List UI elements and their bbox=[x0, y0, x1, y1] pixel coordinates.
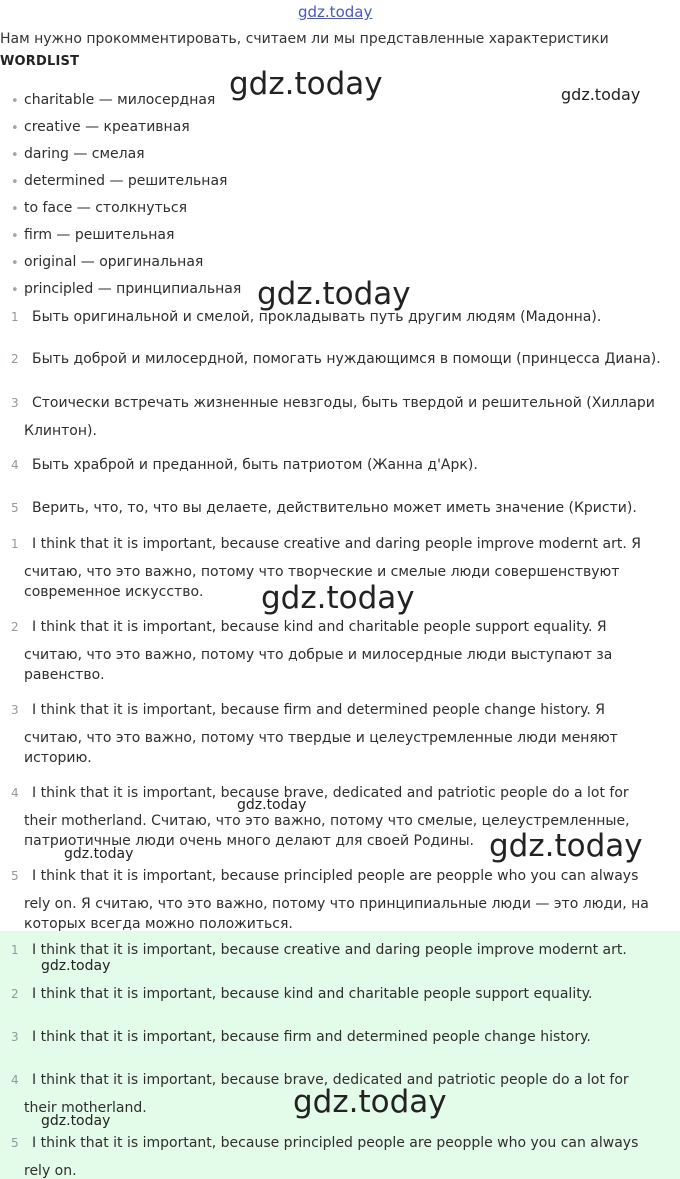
women-item-line: Верить, что, то, что вы делаете, действительно может иметь значение (Кристи). bbox=[32, 500, 637, 516]
list-number: 3 bbox=[11, 703, 19, 717]
watermark: gdz.today bbox=[41, 958, 111, 974]
bullet-icon: • bbox=[11, 148, 19, 163]
wordlist-heading: WORDLIST bbox=[0, 54, 80, 69]
final-answer-line: their motherland. bbox=[24, 1100, 147, 1116]
bullet-icon: • bbox=[11, 229, 19, 244]
wordlist-item: principled — принципиальная bbox=[24, 281, 242, 297]
wordlist-item: original — оригинальная bbox=[24, 254, 204, 270]
bullet-icon: • bbox=[11, 175, 19, 190]
bullet-icon: • bbox=[11, 256, 19, 271]
wordlist-item: to face — столкнуться bbox=[24, 200, 188, 216]
list-number: 2 bbox=[11, 987, 19, 1001]
list-number: 3 bbox=[11, 396, 19, 410]
list-number: 5 bbox=[11, 869, 19, 883]
bullet-icon: • bbox=[11, 202, 19, 217]
watermark: gdz.today bbox=[261, 580, 415, 616]
answer-line: считаю, что это важно, потому что творческие и смелые люди совершенствуют bbox=[24, 564, 620, 580]
list-number: 1 bbox=[11, 310, 19, 324]
answer-line: their motherland. Считаю, что это важно, потому что смелые, целеустремленные, bbox=[24, 813, 630, 829]
answer-line: rely on. Я считаю, что это важно, потому что принципиальные люди — это люди, на bbox=[24, 896, 649, 912]
list-number: 1 bbox=[11, 537, 19, 551]
list-number: 3 bbox=[11, 1030, 19, 1044]
answer-line: I think that it is important, because firm and determined people change history. Я bbox=[32, 702, 606, 718]
wordlist-item: creative — креативная bbox=[24, 119, 190, 135]
watermark-top-link[interactable]: gdz.today bbox=[298, 3, 373, 21]
list-number: 1 bbox=[11, 943, 19, 957]
final-answer-line: I think that it is important, because kind and charitable people support equality. bbox=[32, 986, 593, 1002]
watermark: gdz.today bbox=[293, 1084, 447, 1120]
list-number: 5 bbox=[11, 501, 19, 515]
bullet-icon: • bbox=[11, 94, 19, 109]
answer-line: патриотичные люди очень много делают для своей Родины. bbox=[24, 833, 474, 849]
answer-line: которых всегда можно положиться. bbox=[24, 916, 293, 932]
women-item-line: Быть доброй и милосердной, помогать нуждающимся в помощи (принцесса Диана). bbox=[32, 351, 661, 367]
list-number: 2 bbox=[11, 620, 19, 634]
women-item-line: Стоически встречать жизненные невзгоды, быть твердой и решительной (Хиллари bbox=[32, 395, 655, 411]
wordlist-item: firm — решительная bbox=[24, 227, 175, 243]
final-answer-line: rely on. bbox=[24, 1163, 77, 1179]
answer-line: I think that it is important, because creative and daring people improve modernt art. Я bbox=[32, 536, 642, 552]
list-number: 4 bbox=[11, 1073, 19, 1087]
bullet-icon: • bbox=[11, 121, 19, 136]
watermark: gdz.today bbox=[64, 846, 134, 862]
answer-line: I think that it is important, because principled people are peopple who you can always bbox=[32, 868, 639, 884]
list-number: 2 bbox=[11, 352, 19, 366]
women-item-line: Быть храброй и преданной, быть патриотом (Жанна д'Арк). bbox=[32, 457, 478, 473]
intro-text: Нам нужно прокомментировать, считаем ли мы представленные характеристики bbox=[0, 31, 609, 47]
watermark: gdz.today bbox=[229, 66, 383, 102]
wordlist-item: determined — решительная bbox=[24, 173, 228, 189]
answer-line: I think that it is important, because kind and charitable people support equality. Я bbox=[32, 619, 607, 635]
watermark: gdz.today bbox=[41, 1113, 111, 1129]
women-item-line: Быть оригинальной и смелой, прокладывать путь другим людям (Мадонна). bbox=[32, 309, 602, 325]
answer-line: современное искусство. bbox=[24, 584, 204, 600]
final-answer-line: I think that it is important, because firm and determined people change history. bbox=[32, 1029, 591, 1045]
answer-line: считаю, что это важно, потому что добрые и милосердные люди выступают за bbox=[24, 647, 613, 663]
list-number: 5 bbox=[11, 1136, 19, 1150]
watermark: gdz.today bbox=[237, 797, 307, 813]
final-answer-line: I think that it is important, because brave, dedicated and patriotic people do a lot for bbox=[32, 1072, 629, 1088]
women-item-line: Клинтон). bbox=[24, 423, 97, 439]
watermark: gdz.today bbox=[561, 85, 641, 104]
bullet-icon: • bbox=[11, 283, 19, 298]
final-answer-line: I think that it is important, because principled people are peopple who you can always bbox=[32, 1135, 639, 1151]
list-number: 4 bbox=[11, 786, 19, 800]
watermark: gdz.today bbox=[489, 828, 643, 864]
wordlist-item: charitable — милосердная bbox=[24, 92, 216, 108]
watermark: gdz.today bbox=[257, 276, 411, 312]
answer-line: историю. bbox=[24, 750, 92, 766]
wordlist-item: daring — смелая bbox=[24, 146, 145, 162]
list-number: 4 bbox=[11, 458, 19, 472]
final-answer-line: I think that it is important, because creative and daring people improve modernt art. bbox=[32, 942, 627, 958]
answer-line: равенство. bbox=[24, 667, 105, 683]
answer-line: считаю, что это важно, потому что твердые и целеустремленные люди меняют bbox=[24, 730, 618, 746]
answer-line: I think that it is important, because brave, dedicated and patriotic people do a lot for bbox=[32, 785, 629, 801]
